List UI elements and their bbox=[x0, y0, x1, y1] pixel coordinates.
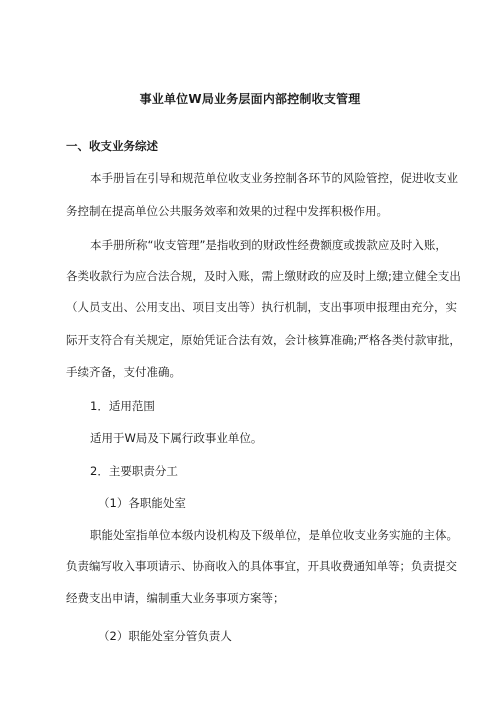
paragraph-line: 本手册旨在引导和规范单位收支业务控制各环节的风险管控，促进收支业 bbox=[90, 171, 458, 185]
paragraph-line: 各类收款行为应合法合规，及时入账，需上缴财政的应及时上缴;建立健全支出 bbox=[66, 269, 461, 283]
paragraph-line: （人员支出、公用支出、项目支出等）执行机制，支出事项申报理由充分，实 bbox=[66, 300, 457, 314]
paragraph-line: 务控制在提高单位公共服务效率和效果的过程中发挥积极作用。 bbox=[66, 204, 388, 218]
section-heading: 一、收支业务综述 bbox=[66, 139, 158, 153]
paragraph-line: 职能处室指单位本级内设机构及下级单位，是单位收支业务实施的主体。 bbox=[90, 528, 458, 542]
paragraph-line: 经费支出申请，编制重大业务事项方案等； bbox=[66, 591, 285, 605]
paragraph-line: 手续齐备，支付准确。 bbox=[66, 365, 181, 379]
paragraph-line: 本手册所称“收支管理”是指收到的财政性经费额度或拨款应及时入账， bbox=[90, 238, 447, 252]
document-title: 事业单位W局业务层面内部控制收支管理 bbox=[139, 92, 361, 106]
list-item-heading: 2．主要职责分工 bbox=[90, 464, 178, 478]
list-item-heading: 1．适用范围 bbox=[90, 399, 155, 413]
paragraph-line: 负责编写收入事项请示、协商收入的具体事宜，开具收费通知单等；负责提交 bbox=[66, 559, 457, 573]
paragraph-line: 际开支符合有关规定，原始凭证合法有效，会计核算准确;严格各类付款审批， bbox=[66, 333, 461, 347]
sub-item-heading: （2）职能处室分管负责人 bbox=[98, 629, 232, 643]
paragraph-line: 适用于W局及下属行政事业单位。 bbox=[90, 431, 263, 445]
sub-item-heading: （1）各职能处室 bbox=[98, 496, 186, 510]
